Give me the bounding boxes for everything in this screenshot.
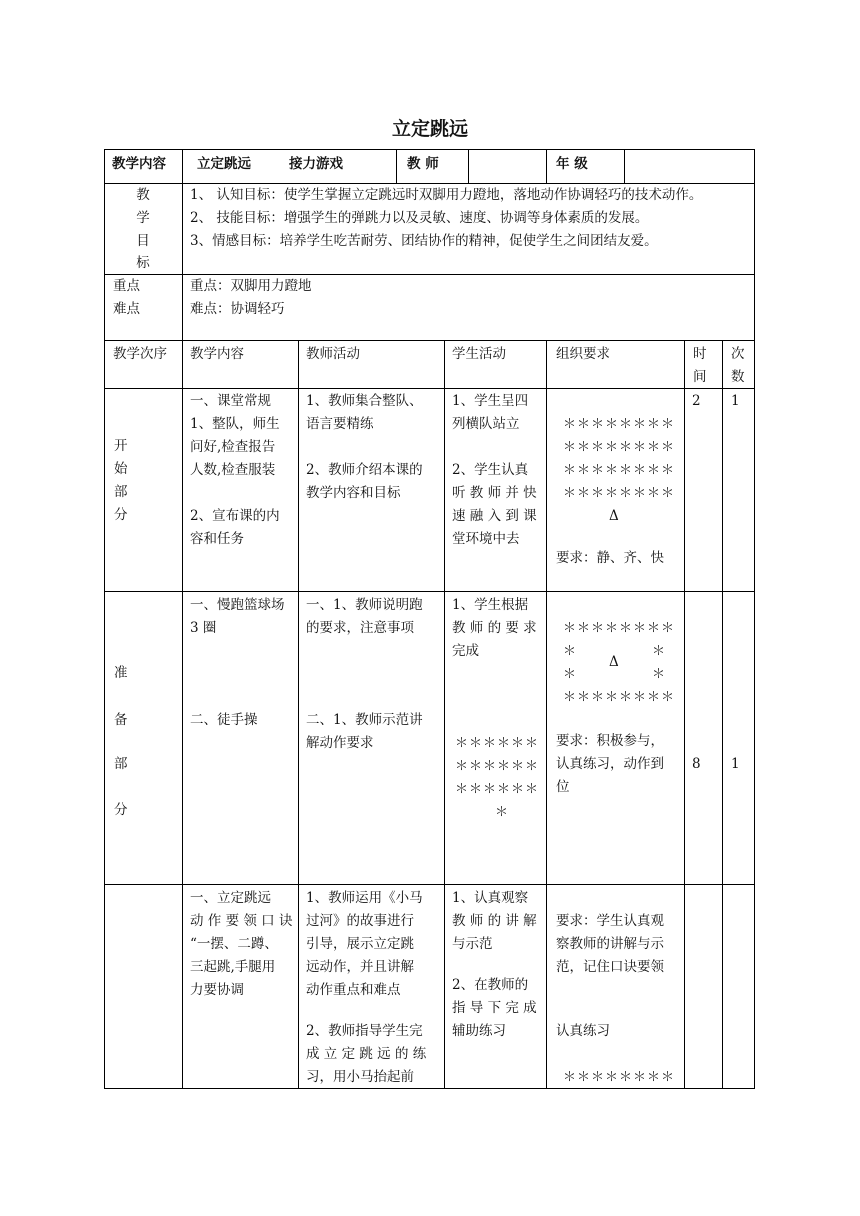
col-order: 教学次序	[113, 346, 167, 362]
content-value-1: 立定跳远	[197, 156, 251, 172]
difficulty-label: 难点	[113, 301, 140, 317]
grade-label: 年 级	[556, 156, 588, 172]
col-org: 组织要求	[556, 346, 610, 362]
col-student: 学生活动	[452, 346, 506, 362]
col-teacher: 教师活动	[306, 346, 360, 362]
section2-time: 8	[692, 756, 701, 772]
keypoint-text: 重点：双脚用力蹬地	[190, 278, 312, 294]
col-content: 教学内容	[190, 346, 244, 362]
section1-requirement: 要求：静、齐、快	[556, 550, 664, 566]
section1-time: 2	[692, 393, 701, 409]
section3-formation: ＊＊＊＊＊＊＊＊	[563, 1070, 676, 1085]
page-title: 立定跳远	[391, 118, 468, 140]
teacher-symbol: Δ	[609, 654, 619, 670]
difficulty-text: 难点：协调轻巧	[190, 301, 285, 317]
keypoint-label: 重点	[113, 278, 140, 294]
section2-count: 1	[731, 756, 740, 772]
section1-count: 1	[731, 393, 740, 409]
teacher-symbol: Δ	[609, 508, 619, 524]
teacher-label: 教 师	[407, 156, 439, 172]
content-label: 教学内容	[112, 156, 166, 172]
section3-practice: 认真练习	[556, 1023, 610, 1039]
content-value-2: 接力游戏	[289, 156, 343, 172]
